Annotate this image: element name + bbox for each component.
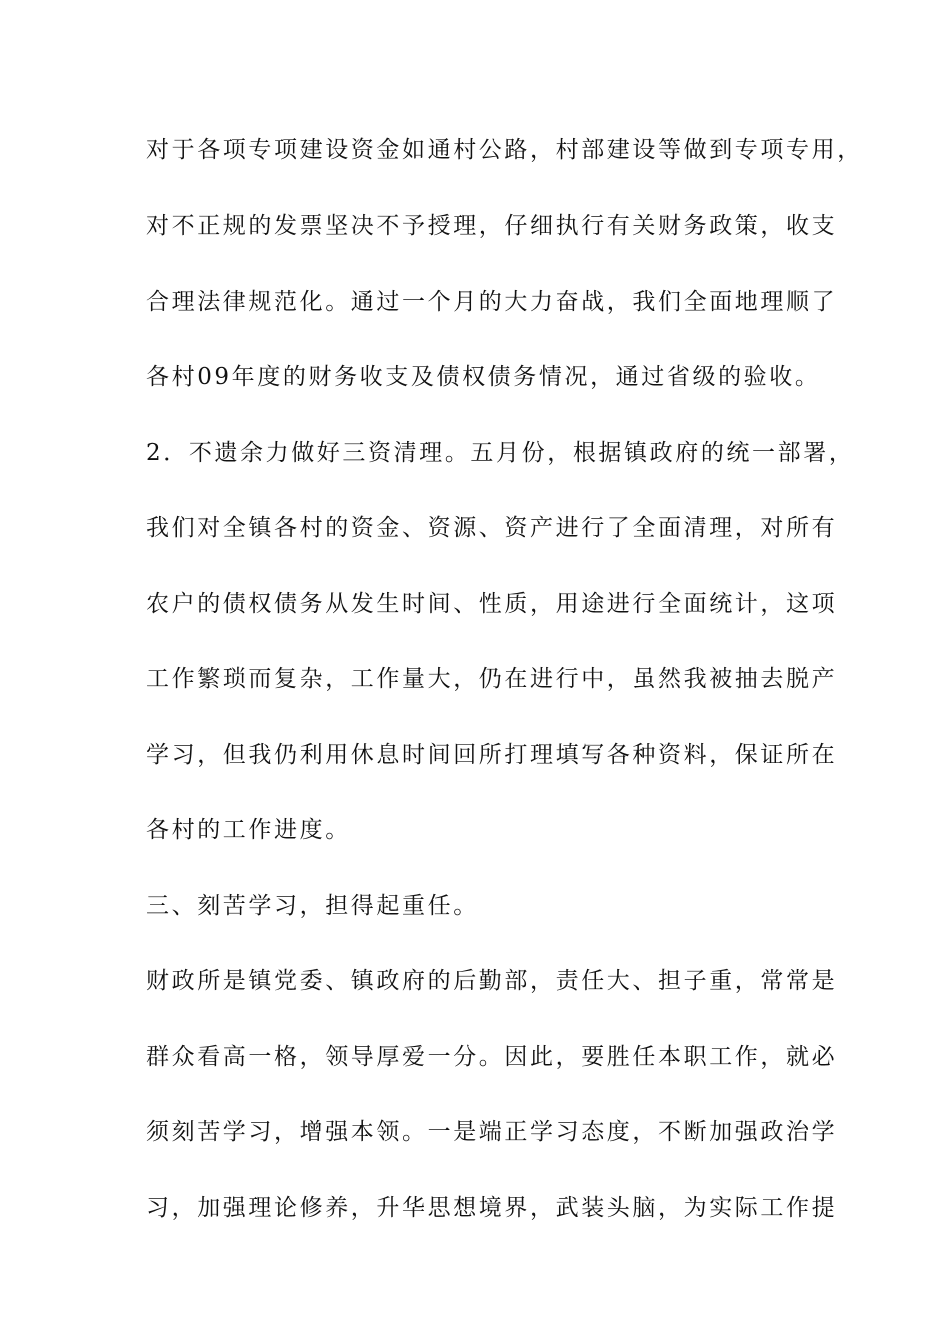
text-line: 工作繁琐而复杂，工作量大，仍在进行中，虽然我被抽去脱产	[146, 666, 838, 692]
text-line: 对于各项专项建设资金如通村公路，村部建设等做到专项专用，	[146, 137, 863, 163]
text-line: 2．不遗余力做好三资清理。五月份，根据镇政府的统一部署，	[146, 440, 855, 466]
section-heading: 三、刻苦学习，担得起重任。	[146, 893, 479, 919]
text-line: 须刻苦学习，增强本领。一是端正学习态度，不断加强政治学	[146, 1119, 838, 1145]
text-line: 农户的债权债务从发生时间、性质，用途进行全面统计，这项	[146, 591, 838, 617]
text-line: 习，加强理论修养，升华思想境界，武装头脑，为实际工作提	[146, 1195, 838, 1221]
text-line: 财政所是镇党委、镇政府的后勤部，责任大、担子重，常常是	[146, 968, 838, 994]
text-line: 合理法律规范化。通过一个月的大力奋战，我们全面地理顺了	[146, 289, 838, 315]
text-line: 群众看高一格，领导厚爱一分。因此，要胜任本职工作，就必	[146, 1044, 838, 1070]
text-line: 各村09年度的财务收支及债权债务情况，通过省级的验收。	[146, 364, 821, 390]
text-line: 学习，但我仍利用休息时间回所打理填写各种资料，保证所在	[146, 742, 838, 768]
text-line: 各村的工作进度。	[146, 817, 351, 843]
text-line: 对不正规的发票坚决不予授理，仔细执行有关财务政策，收支	[146, 213, 838, 239]
text-line: 我们对全镇各村的资金、资源、资产进行了全面清理，对所有	[146, 515, 838, 541]
